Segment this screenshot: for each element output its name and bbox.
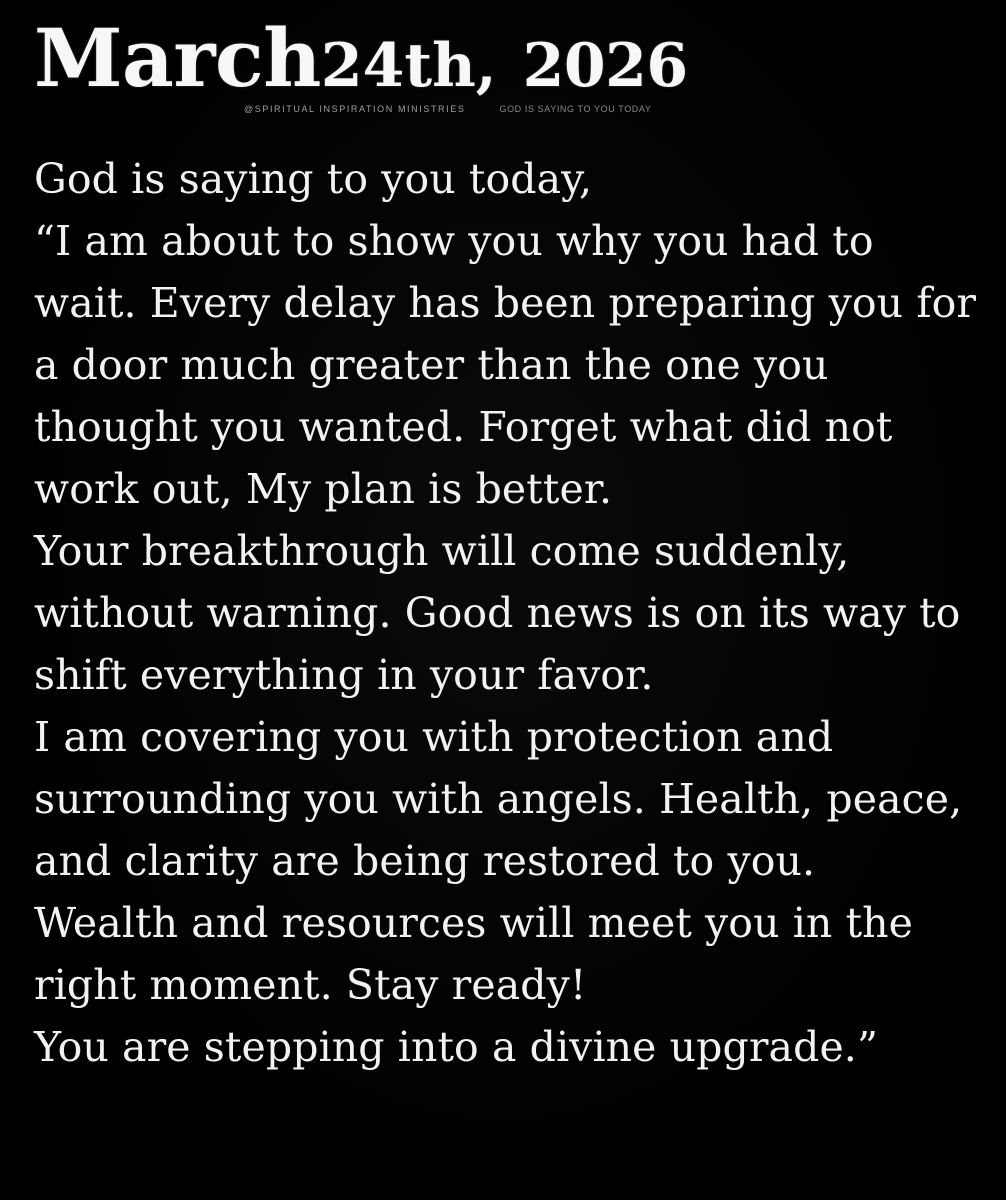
headline-block <box>34 11 972 114</box>
message-paragraph: I am covering you with protection and surrounding you with angels. Health, peace, and clarity are being restored to you. <box>34 713 963 885</box>
headline-year: 2026 <box>522 31 688 101</box>
headline-day: 24th, <box>320 31 497 101</box>
message-paragraph: Your breakthrough will come suddenly, without warning. Good news is on its way to shift everything in your favor. <box>34 527 961 699</box>
message-paragraph: Wealth and resources will meet you in the right moment. Stay ready! <box>34 899 914 1009</box>
credits-row <box>244 104 972 114</box>
headline-month: March <box>34 11 321 105</box>
message-body <box>34 148 980 1078</box>
message-paragraph: You are stepping into a divine upgrade.” <box>34 1023 878 1071</box>
date-headline <box>34 11 972 105</box>
credits-tagline: GOD IS SAYING TO YOU TODAY <box>499 104 652 114</box>
message-intro: God is saying to you today, <box>34 155 593 203</box>
message-paragraph: “I am about to show you why you had to wait. Every delay has been preparing you for a door much greater than the one you thought you wanted. Forget what did not work out, My plan is better. <box>34 217 977 513</box>
account-handle: @SPIRITUAL INSPIRATION MINISTRIES <box>244 104 466 114</box>
